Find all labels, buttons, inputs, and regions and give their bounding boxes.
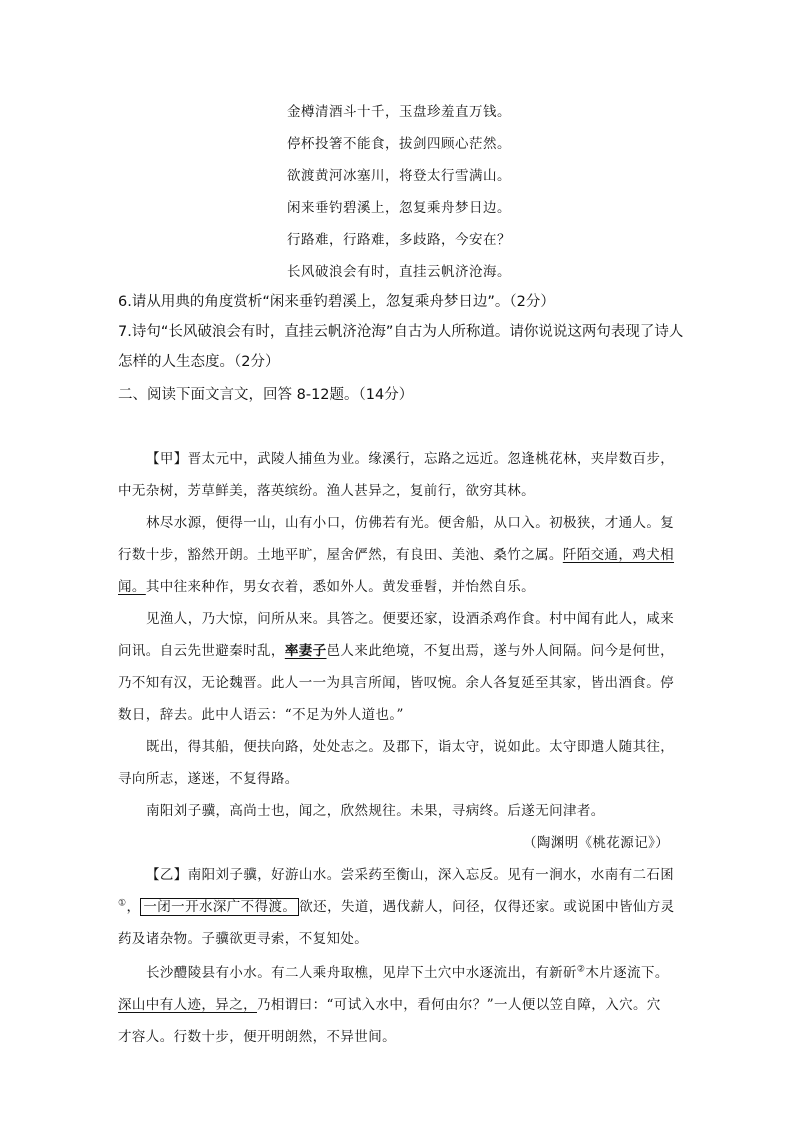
underlined-sentence: 阡陌交通，鸡犬相 [562, 547, 675, 563]
passage-line: 药及诸杂物。子骥欲更寻索，不复知处。 [118, 931, 369, 947]
passage-text: 乃相谓曰：“可试入水中，看何由尔？”一人便以笠自障，入穴。穴 [257, 997, 661, 1013]
marked-word: 率妻子 [284, 643, 327, 659]
passage-text: 木片逐流下。 [585, 965, 669, 981]
passage-text: 长沙醴陵县有小水。有二人乘舟取樵，见岸下土穴中水逐流出，有新斫 [146, 965, 577, 981]
poem-line: 闲来垂钓碧溪上，忽复乘舟梦日边。 [287, 200, 511, 216]
passage-text: 行数十步，豁然开朗。土地平旷，屋舍俨然，有良田、美池、桑竹之属。 [118, 547, 563, 563]
question-7-line-2: 怎样的人生态度。（2分） [118, 354, 280, 370]
passage-line [118, 639, 674, 659]
passage-line [146, 961, 669, 981]
underlined-sentence: 闻。 [118, 579, 146, 595]
passage-line: 既出，得其船，便扶向路，处处志之。及郡下，诣太守，说如此。太守即遣人随其往， [146, 739, 675, 755]
passage-text: 其中往来种作，男女衣着，悉如外人。黄发垂髫，并怡然自乐。 [145, 579, 536, 595]
passage-line [118, 993, 661, 1013]
question-6: 6.请从用典的角度赏析“闲来垂钓碧溪上，忽复乘舟梦日边”。（2分） [118, 294, 555, 310]
passage-line: 才容人。行数十步，便开明朗然，不异世间。 [118, 1029, 396, 1045]
passage-line [118, 575, 535, 595]
passage-line: 中无杂树，芳草鲜美，落英缤纷。渔人甚异之，复前行，欲穷其林。 [118, 483, 535, 499]
section-2-heading: 二、阅读下面文言文，回答 8-12题。（14分） [118, 387, 414, 403]
passage-text: 邑人来此绝境，不复出焉，遂与外人间隔。问今是何世， [326, 643, 675, 659]
underlined-sentence: 深山中有人迹，异之， [118, 997, 257, 1013]
passage-line: 寻向所志，遂迷，不复得路。 [118, 771, 299, 787]
poem-line: 欲渡黄河冰塞川，将登太行雪满山。 [287, 168, 511, 184]
passage-line: 乃不知有汉，无论魏晋。此人一一为具言所闻，皆叹惋。余人各复延至其家，皆出酒食。停 [118, 675, 674, 691]
passage-line: 【乙】南阳刘子骥，好游山水。尝采药至衡山，深入忘反。见有一涧水，水南有二石囷 [146, 867, 675, 883]
passage-source: （陶渊明《桃花源记》） [523, 835, 670, 851]
poem-line: 长风破浪会有时，直挂云帆济沧海。 [287, 264, 511, 280]
footnote-marker: ② [576, 964, 586, 975]
passage-line: 见渔人，乃大惊，问所从来。具答之。便要还家，设酒杀鸡作食。村中闻有此人，咸来 [146, 611, 675, 627]
poem-line: 行路难，行路难，多歧路，今安在？ [287, 232, 511, 248]
passage-text: 问讯。自云先世避秦时乱， [118, 643, 285, 659]
poem-line: 停杯投箸不能食，拔剑四顾心茫然。 [287, 136, 511, 152]
passage-line: 数日，辞去。此中人语云：“不足为外人道也。” [118, 707, 404, 723]
poem-line: 金樽清酒斗十千，玉盘珍羞直万钱。 [287, 104, 511, 120]
passage-line: 【甲】晋太元中，武陵人捕鱼为业。缘溪行，忘路之远近。忽逢桃花林，夹岸数百步， [146, 451, 675, 467]
footnote-marker: ① [118, 898, 127, 909]
passage-line: 林尽水源，便得一山，山有小口，仿佛若有光。便舍船，从口入。初极狭，才通人。复 [146, 515, 675, 531]
passage-text: 欲还，失道，遇伐薪人，问径，仅得还家。或说囷中皆仙方灵 [299, 899, 675, 915]
passage-line: 南阳刘子骥，高尚士也，闻之，欣然规往。未果，寻病终。后遂无问津者。 [146, 803, 605, 819]
passage-line [118, 543, 674, 563]
passage-line: ①， 一闭一开水深广不得渡。 欲还，失道，遇伐薪人，问径，仅得还家。或说囷中皆仙方灵 [118, 898, 675, 915]
question-7-line-1: 7.诗句“长风破浪会有时，直挂云帆济沧海”自古为人所称道。请你说说这两句表现了诗人 [118, 324, 684, 340]
boxed-sentence: 一闭一开水深广不得渡。 [140, 898, 299, 916]
